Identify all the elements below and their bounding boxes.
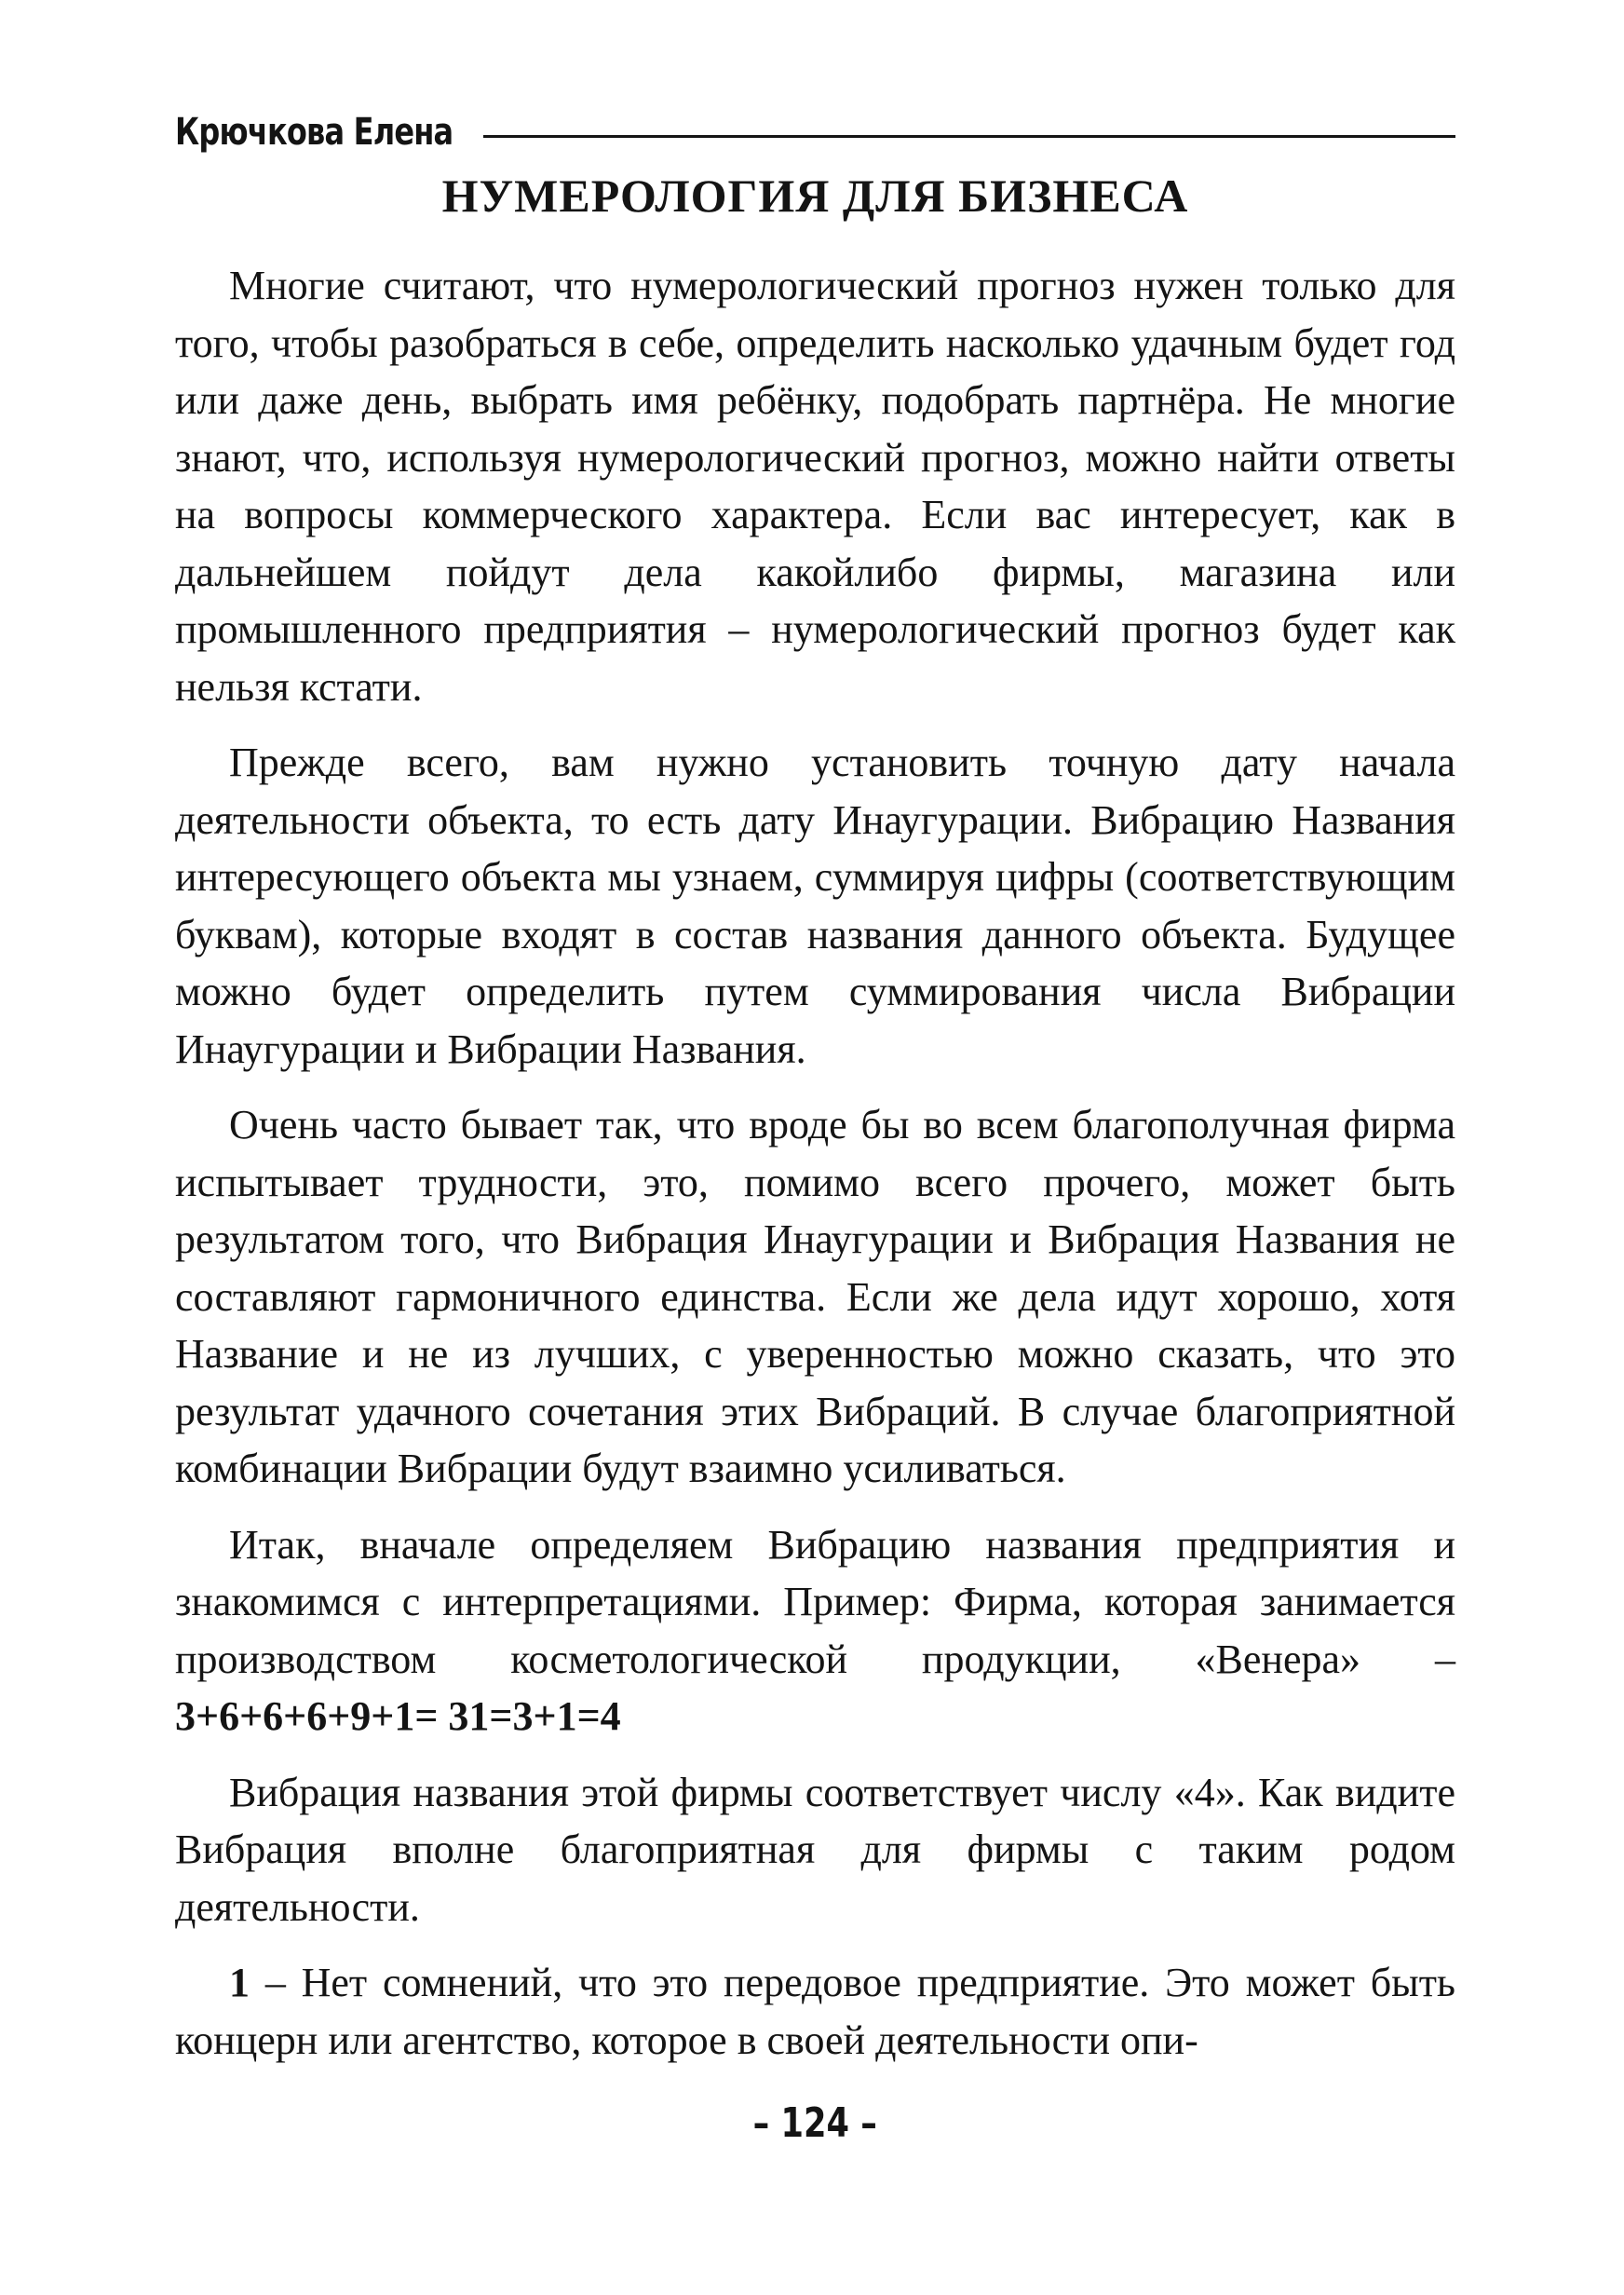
paragraph-6 xyxy=(175,1954,1455,2069)
paragraph-2: Прежде всего, вам нужно установить точную дату начала деятельности объекта, то есть дату Инаугурации. Вибрацию Названия интересующего объекта мы узнаем, суммируя цифры (соответствующим буквам), которые входят в состав названия данного объекта. Будущее можно будет определить путем суммирования числа Вибрации Инаугурации и Вибрации Названия. xyxy=(175,740,1455,1072)
paragraph-5: Вибрация названия этой фирмы соответствует числу «4». Как видите Вибрация вполне благоприятная для фирмы с таким родом деятельности. xyxy=(175,1769,1455,1930)
running-header xyxy=(175,104,1455,160)
paragraph-4-dash: – xyxy=(1360,1636,1455,1682)
paragraph-4-text: Итак, вначале определяем Вибрацию названия предприятия и знакомимся с интерпретациями. Пример: Фирма, которая занимается производством косметологической продукции, «Венера» xyxy=(175,1521,1455,1682)
header-rule xyxy=(483,135,1455,138)
author-name: Крючкова Елена xyxy=(175,111,453,154)
body-text xyxy=(175,257,1455,2087)
interpretation-number: 1 xyxy=(229,1960,250,2005)
book-page xyxy=(175,0,1455,2295)
chapter-title: НУМЕРОЛОГИЯ ДЛЯ БИЗНЕСА xyxy=(441,170,1189,222)
paragraph-1: Многие считают, что нумерологический прогноз нужен только для того, чтобы разобраться в себе, определить насколько удачным будет год или даже день, выбрать имя ребёнку, подобрать партнёра. Не многие знают, что, используя нумерологический прогноз, можно найти ответы на вопросы коммерческого характера. Если вас интересует, как в дальнейшем пойдут дела какойлибо фирмы, магазина или промышленного предприятия – нумерологический прогноз будет как нельзя кстати. xyxy=(175,263,1455,710)
paragraph-3: Очень часто бывает так, что вроде бы во всем благополучная фирма испытывает трудности, это, помимо всего прочего, может быть результатом того, что Вибрация Инаугурации и Вибрация Названия не составляют гармоничного единства. Если же дела идут хорошо, хотя Название и не из лучших, с уверенностью можно сказать, что это результат удачного сочетания этих Вибраций. В случае благоприятной комбинации Вибрации будут взаимно усиливаться. xyxy=(175,1102,1455,1491)
interpretation-text: – Нет сомнений, что это передовое предприятие. Это может быть концерн или агентство, которое в своей деятельности опи- xyxy=(175,1960,1455,2063)
page-number-text: – 124 – xyxy=(752,2099,878,2147)
paragraph-4 xyxy=(175,1516,1455,1745)
page-number xyxy=(175,2096,1455,2152)
vibration-formula: 3+6+6+6+9+1= 31=3+1=4 xyxy=(175,1693,621,1739)
